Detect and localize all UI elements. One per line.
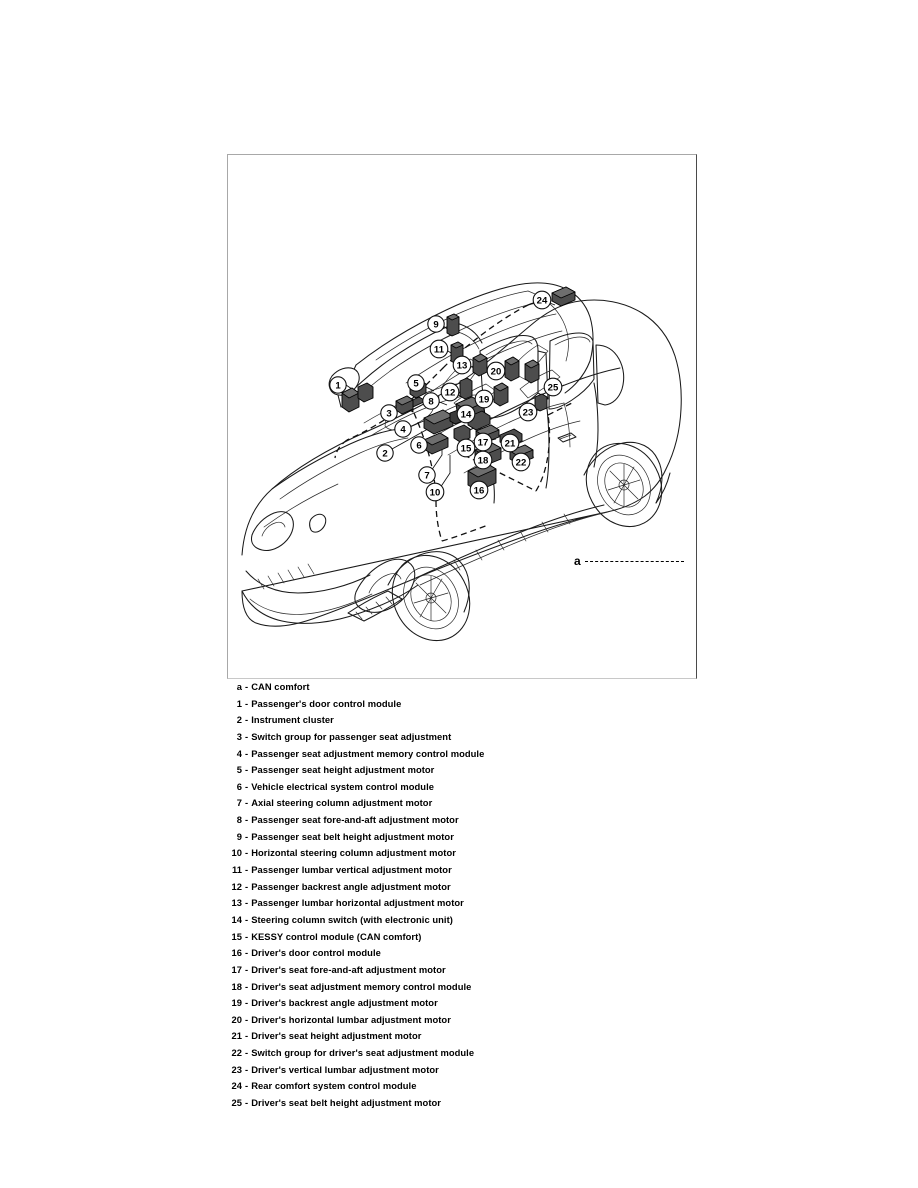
legend-separator: - xyxy=(245,797,249,809)
legend-item-18 xyxy=(226,981,696,998)
legend-list xyxy=(226,681,696,1114)
legend-separator: - xyxy=(245,930,249,942)
legend-item-24 xyxy=(226,1080,696,1097)
legend-separator: - xyxy=(245,1030,249,1042)
svg-text:8: 8 xyxy=(428,396,434,408)
legend-label: Driver's horizontal lumbar adjustment motor xyxy=(251,1013,451,1025)
legend-separator: - xyxy=(245,847,249,859)
legend-label: Switch group for passenger seat adjustment xyxy=(251,730,452,742)
svg-text:4: 4 xyxy=(400,424,406,436)
legend-label: Driver's backrest angle adjustment motor xyxy=(251,997,438,1009)
legend-item-7 xyxy=(226,797,696,814)
svg-text:9: 9 xyxy=(433,319,439,331)
can-key-dashed-line xyxy=(585,561,684,562)
legend-label: Passenger backrest angle adjustment motor xyxy=(251,880,451,892)
legend-item-17 xyxy=(226,964,696,981)
legend-item-2 xyxy=(226,714,696,731)
svg-text:13: 13 xyxy=(456,360,468,372)
legend-item-6 xyxy=(226,781,696,798)
svg-text:5: 5 xyxy=(413,378,419,390)
legend-label: Passenger seat height adjustment motor xyxy=(251,764,435,776)
svg-text:7: 7 xyxy=(424,470,430,482)
legend-item-3 xyxy=(226,731,696,748)
legend-label: Driver's seat fore-and-aft adjustment motor xyxy=(251,963,446,975)
legend-key: 12 xyxy=(231,880,242,892)
svg-text:25: 25 xyxy=(547,382,559,394)
svg-text:1: 1 xyxy=(335,380,341,392)
legend-key: 5 xyxy=(236,764,242,776)
legend-key: 22 xyxy=(231,1047,242,1059)
legend-key: 18 xyxy=(231,980,242,992)
legend-label: Passenger seat fore-and-aft adjustment motor xyxy=(251,814,459,826)
legend-separator: - xyxy=(245,864,249,876)
legend-separator: - xyxy=(245,1047,249,1059)
legend-label: Switch group for driver's seat adjustment module xyxy=(251,1047,475,1059)
legend-separator: - xyxy=(245,730,249,742)
legend-separator: - xyxy=(245,681,249,692)
legend-key: 6 xyxy=(236,780,242,792)
diagram-frame xyxy=(227,154,697,679)
svg-text:14: 14 xyxy=(460,409,472,421)
legend-separator: - xyxy=(245,697,249,709)
legend-item-11 xyxy=(226,864,696,881)
svg-text:24: 24 xyxy=(536,295,548,307)
svg-text:2: 2 xyxy=(382,448,388,460)
legend-separator: - xyxy=(245,947,249,959)
svg-text:19: 19 xyxy=(478,394,490,406)
legend-item-8 xyxy=(226,814,696,831)
legend-item-16 xyxy=(226,947,696,964)
legend-label: Steering column switch (with electronic unit) xyxy=(251,913,453,925)
legend-item-21 xyxy=(226,1030,696,1047)
svg-text:22: 22 xyxy=(515,457,527,469)
legend-key: 13 xyxy=(231,897,242,909)
legend-key: 24 xyxy=(231,1080,242,1092)
legend-key: 23 xyxy=(231,1063,242,1075)
svg-text:15: 15 xyxy=(460,443,472,455)
legend-item-1 xyxy=(226,698,696,715)
legend-item-12 xyxy=(226,881,696,898)
legend-separator: - xyxy=(245,714,249,726)
legend-separator: - xyxy=(245,1097,249,1109)
legend-item-4 xyxy=(226,748,696,765)
svg-text:21: 21 xyxy=(504,438,516,450)
legend-separator: - xyxy=(245,897,249,909)
legend-separator: - xyxy=(245,880,249,892)
legend-key: 4 xyxy=(236,747,242,759)
legend-key: 21 xyxy=(231,1030,242,1042)
legend-item-5 xyxy=(226,764,696,781)
svg-text:17: 17 xyxy=(477,437,489,449)
legend-item-15 xyxy=(226,931,696,948)
legend-label: Horizontal steering column adjustment motor xyxy=(251,847,456,859)
legend-key: 7 xyxy=(236,797,242,809)
legend-label: CAN comfort xyxy=(251,681,310,692)
can-comfort-key xyxy=(574,551,684,571)
legend-key: a xyxy=(236,681,242,692)
legend-label: Passenger seat belt height adjustment motor xyxy=(251,830,454,842)
legend-item-20 xyxy=(226,1014,696,1031)
legend-item-a xyxy=(226,681,696,698)
legend-separator: - xyxy=(245,830,249,842)
legend-label: Passenger's door control module xyxy=(251,697,402,709)
legend-key: 3 xyxy=(236,730,242,742)
svg-text:18: 18 xyxy=(477,455,489,467)
legend-key: 2 xyxy=(236,714,242,726)
legend-item-9 xyxy=(226,831,696,848)
legend-separator: - xyxy=(245,1080,249,1092)
legend-item-14 xyxy=(226,914,696,931)
legend-label: Driver's vertical lumbar adjustment motor xyxy=(251,1063,439,1075)
legend-item-22 xyxy=(226,1047,696,1064)
legend-label: Driver's seat height adjustment motor xyxy=(251,1030,422,1042)
legend-separator: - xyxy=(245,963,249,975)
legend-separator: - xyxy=(245,814,249,826)
svg-text:11: 11 xyxy=(433,344,445,356)
legend-key: 20 xyxy=(231,1013,242,1025)
legend-separator: - xyxy=(245,780,249,792)
legend-item-13 xyxy=(226,897,696,914)
legend-key: 9 xyxy=(236,830,242,842)
legend-separator: - xyxy=(245,1013,249,1025)
legend-item-10 xyxy=(226,847,696,864)
svg-text:10: 10 xyxy=(429,487,441,499)
legend-key: 25 xyxy=(231,1097,242,1109)
legend-label: Driver's seat belt height adjustment motor xyxy=(251,1097,441,1109)
legend-label: Driver's seat adjustment memory control module xyxy=(251,980,472,992)
svg-text:23: 23 xyxy=(522,407,534,419)
legend-key: 8 xyxy=(236,814,242,826)
legend-separator: - xyxy=(245,1063,249,1075)
legend-key: 19 xyxy=(231,997,242,1009)
legend-label: Rear comfort system control module xyxy=(251,1080,417,1092)
legend-label: Passenger seat adjustment memory control module xyxy=(251,747,485,759)
legend-label: Passenger lumbar horizontal adjustment motor xyxy=(251,897,464,909)
legend-label: Vehicle electrical system control module xyxy=(251,780,434,792)
legend-item-19 xyxy=(226,997,696,1014)
svg-text:12: 12 xyxy=(444,387,456,399)
legend-separator: - xyxy=(245,913,249,925)
legend-key: 14 xyxy=(231,913,242,925)
legend-item-23 xyxy=(226,1064,696,1081)
legend-item-25 xyxy=(226,1097,696,1114)
legend-separator: - xyxy=(245,747,249,759)
legend-key: 1 xyxy=(236,697,242,709)
legend-label: KESSY control module (CAN comfort) xyxy=(251,930,422,942)
legend-label: Instrument cluster xyxy=(251,714,334,726)
legend-key: 10 xyxy=(231,847,242,859)
svg-text:6: 6 xyxy=(416,440,422,452)
legend-key: 11 xyxy=(231,864,242,876)
legend-key: 16 xyxy=(231,947,242,959)
legend-key: 17 xyxy=(231,963,242,975)
vehicle-illustration xyxy=(228,155,696,678)
can-key-letter: a xyxy=(574,554,581,568)
legend-separator: - xyxy=(245,764,249,776)
svg-text:3: 3 xyxy=(386,408,392,420)
legend-separator: - xyxy=(245,997,249,1009)
svg-text:16: 16 xyxy=(473,485,485,497)
legend-label: Driver's door control module xyxy=(251,947,381,959)
legend-key: 15 xyxy=(231,930,242,942)
legend-separator: - xyxy=(245,980,249,992)
legend-label: Axial steering column adjustment motor xyxy=(251,797,433,809)
svg-text:20: 20 xyxy=(490,366,502,378)
legend-label: Passenger lumbar vertical adjustment motor xyxy=(251,864,452,876)
